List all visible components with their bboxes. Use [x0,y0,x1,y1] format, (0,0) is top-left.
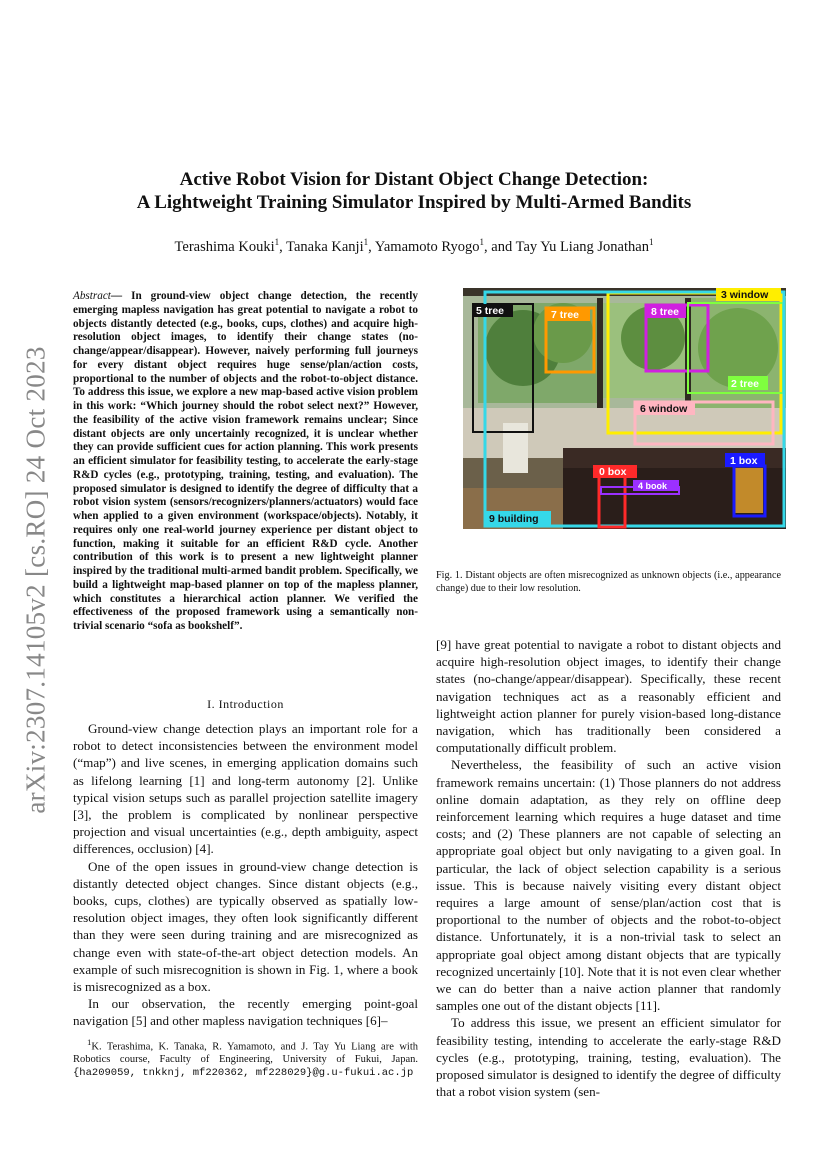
author-name: Terashima Kouki [174,238,275,255]
abstract [73,290,418,634]
footnote-emails: {ha209059, tnkknj, mf220362, mf228029}@g.u-fukui.ac.jp [73,1066,414,1079]
figure-caption: Fig. 1. Distant objects are often misrecognized as unknown objects (i.e., appearance change) due to their low resolution. [436,570,781,594]
label-tree-5: 5 tree [476,305,505,317]
author-affil: 1 [363,237,369,247]
paper-title [60,168,768,214]
label-window-6: 6 window [640,403,688,415]
paragraph: In our observation, the recently emerging point-goal navigation [5] and other mapless navigation techniques [6]– [73,996,418,1029]
author-affil: 1 [479,237,485,247]
label-box-0: 0 box [599,466,627,478]
author-list: Terashima Kouki$^1$, Tanaka Kanji$^1$, Yamamoto Ryogo$^1$, and Tay Yu Liang Jonathan$^1$ [174,237,654,255]
footnote-text: K. Terashima, K. Tanaka, R. Yamamoto, and J. Tay Yu Liang are with Robotics course, Faculty of Engineering, University of Fukui, Japan. [73,1041,418,1065]
section-heading: I. Introduction [207,697,284,711]
author-name: Yamamoto Ryogo [374,238,480,255]
paragraph: [9] have great potential to navigate a robot to distant objects and acquire high-resolution object images, to identify their change states (no-change/appear/disappear). Specifically, these recent navigation techniques act as a reasonably efficient and lightweight action planner for purely vision-based long-distance navigation, which has traditionally been considered a computationally difficult problem. [436,637,781,756]
author-affil: 1 [274,237,280,247]
figure-1-image [463,288,786,529]
label-box-1: 1 box [730,455,758,467]
title-line-2: A Lightweight Training Simulator Inspired by Multi-Armed Bandits [136,192,692,213]
label-tree-7: 7 tree [551,309,580,321]
footnote-mark: 1 [87,1037,92,1047]
label-building-9: 9 building [489,513,539,525]
label-book-4: 4 book [638,481,668,491]
abstract-text: — In ground-view object change detection, the recently emerging mapless navigation has great potential to navigate a robot to objects distantly detected (e.g., books, cups, clothes) and acquire high-resolution object images, to identify their change states (no-change/appear/disappear). However, naively performing full journeys for every distant object requires huge sense/plan/action costs, proportional to the number of objects and the robot-to-object distance. To address this issue, we explore a new map-based active vision problem in this work: “Which journey should the robot select next?” However, the feasibility of the active vision framework remains unclear; Since distant objects are only uncertainly recognized, it is unclear whether they can provide sufficient cues for action planning. This work presents an efficient simulator for feasibility testing, to accelerate the early-stage R&D cycles (e.g., prototyping, training, testing, and evaluation). The proposed simulator is designed to identify the degree of difficulty that a robot vision system (sensors/recognizers/planners/actuators) would face when applied to a given environment (workspace/objects). Notably, it requires only one real-world journey experience per distant object to function, making it suitable for an efficient R&D cycle. Another contribution of this work is to present a new lightweight planner inspired by the traditional multi-armed bandit problem. Specifically, we build a lightweight map-based planner on top of the mapless planner, which constitutes a hierarchical action planner. We verified the effectiveness of the proposed framework using a semantically non-trivial scenario “sofa as bookshelf”. [73,290,418,632]
left-column-body [73,720,418,1030]
author-name: Tay Yu Liang Jonathan [515,238,649,255]
title-line-1: Active Robot Vision for Distant Object Change Detection: [179,169,649,190]
arxiv-stamp [16,335,56,825]
label-tree-2: 2 tree [731,378,760,390]
author-affil: 1 [648,237,654,247]
abstract-label: Abstract [73,290,111,302]
label-window-3: 3 window [721,289,769,301]
label-tree-8: 8 tree [651,306,680,318]
footnote [73,1036,418,1079]
paragraph: One of the open issues in ground-view change detection is distantly detected object changes. Since distant objects (e.g., books, cups, clothes) are typically observed as spatially low-resolution object images, they often look significantly different than they were seen during training and are misrecognized as change even with state-of-the-art object detection models. An example of such misrecognition is shown in Fig. 1, where a book is misrecognized as a box. [73,858,418,995]
paragraph: Ground-view change detection plays an important role for a robot to detect inconsistencies between the environment model (“map”) and live scenes, in emerging application domains such as lifelong learning [1] and long-term autonomy [2]. Unlike typical vision setups such as parallel projection satellite imagery [3], the problem is complicated by nonlinear perspective projection and visual uncertainties (e.g., depth ambiguity, aspect differences, occlusion) [4]. [73,721,418,857]
right-column-body [436,636,781,1100]
author-name: Tanaka Kanji [286,238,364,255]
paragraph: To address this issue, we present an efficient simulator for feasibility testing, intending to accelerate the early-stage R&D cycles (e.g., prototyping, training, testing, evaluation). The proposed simulator is designed to identify the degree of difficulty that a robot vision system (sen- [436,1015,781,1100]
arxiv-id: arXiv:2307.14105v2 [cs.RO] 24 Oct 2023 [20,346,51,814]
paragraph: Nevertheless, the feasibility of such an active vision framework remains uncertain: (1) Those planners do not address online domain adaptation, as they rely on offline deep reinforcement learning which requires a huge dataset and time costs; and (2) These planners are not capable of selecting an appropriate goal object but only navigating to a given goal. In particular, the lack of object selection capability is a serious issue. This is because naively visiting every distant object requires a large amount of sense/plan/action cost that is proportional to the number of objects and the robot-to-object distance. Unfortunately, it is a non-trivial task to select an appropriate goal object among distant objects that are typically recognized uncertainly [10]. Note that it is not even clear whether we can do better than a naive action planner that randomly samples one out of the distant objects [11]. [436,757,781,1014]
